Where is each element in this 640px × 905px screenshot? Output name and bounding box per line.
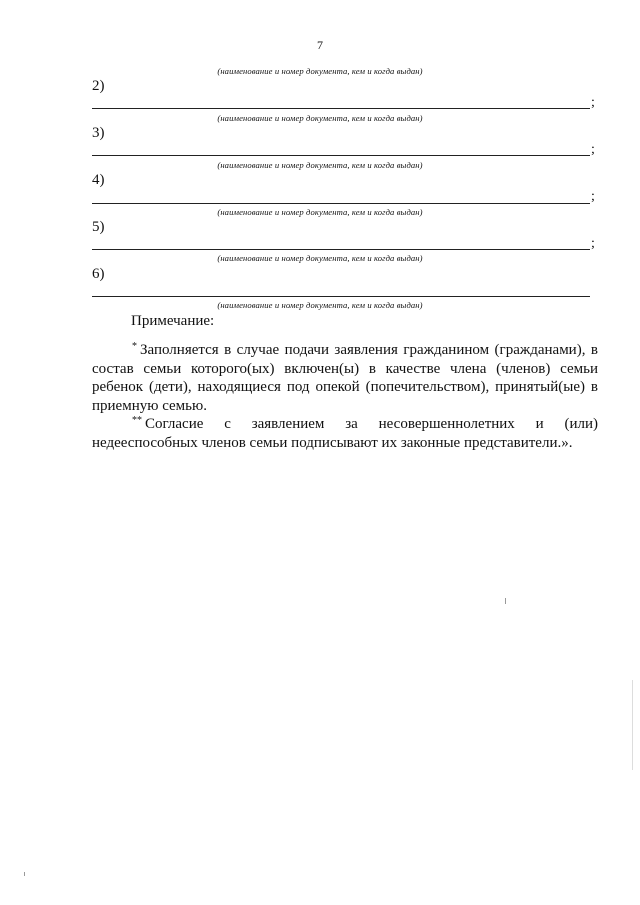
fill-line	[92, 155, 590, 156]
item-number: 4)	[92, 172, 105, 188]
footnote-line: недееспособных членов семьи подписывают их законные представители.».	[92, 434, 573, 451]
footnote-marker: *	[132, 341, 137, 352]
document-caption: (наименование и номер документа, кем и когда выдан)	[217, 207, 423, 217]
footnote-word: заявлением	[251, 416, 325, 432]
scan-artifact	[632, 680, 633, 770]
footnote-word: несовершеннолетних	[378, 416, 515, 432]
footnote-word: за	[345, 416, 358, 432]
fill-line	[92, 249, 590, 250]
document-caption: (наименование и номер документа, кем и когда выдан)	[217, 160, 423, 170]
item-number: 5)	[92, 219, 105, 235]
footnote-word: с	[224, 416, 231, 432]
note-title: Примечание:	[131, 313, 215, 329]
document-caption: (наименование и номер документа, кем и когда выдан)	[217, 113, 423, 123]
footnote-double-asterisk	[92, 412, 598, 452]
footnote-text: Заполняется в случае подачи заявления гражданином (гражданами), в состав семьи которого(ых) включен(ы) в качестве члена (членов) семьи ребенок (дети), находящиеся под опекой (попечительством), принятый(ые) в приемную семью.	[92, 342, 598, 414]
line-end-mark: ;	[591, 142, 595, 157]
footnote-word: ** Согласие	[132, 415, 204, 432]
fill-line	[92, 203, 590, 204]
item-number: 2)	[92, 78, 105, 94]
document-caption: (наименование и номер документа, кем и когда выдан)	[217, 66, 423, 76]
footnote-word: (или)	[564, 416, 598, 432]
document-caption: (наименование и номер документа, кем и когда выдан)	[217, 253, 423, 263]
footnote-word: и	[535, 416, 544, 432]
footnote-marker: **	[132, 415, 142, 426]
line-end-mark: ;	[591, 236, 595, 251]
footnote-single-asterisk	[92, 338, 598, 415]
scan-artifact	[505, 598, 506, 604]
item-number: 6)	[92, 266, 105, 282]
page-number: 7	[317, 38, 323, 52]
footnote-line	[92, 412, 598, 434]
item-number: 3)	[92, 125, 105, 141]
fill-line	[92, 296, 590, 297]
scan-artifact	[24, 872, 25, 876]
line-end-mark: ;	[591, 95, 595, 110]
document-caption: (наименование и номер документа, кем и когда выдан)	[217, 300, 423, 310]
fill-line	[92, 108, 590, 109]
line-end-mark: ;	[591, 189, 595, 204]
